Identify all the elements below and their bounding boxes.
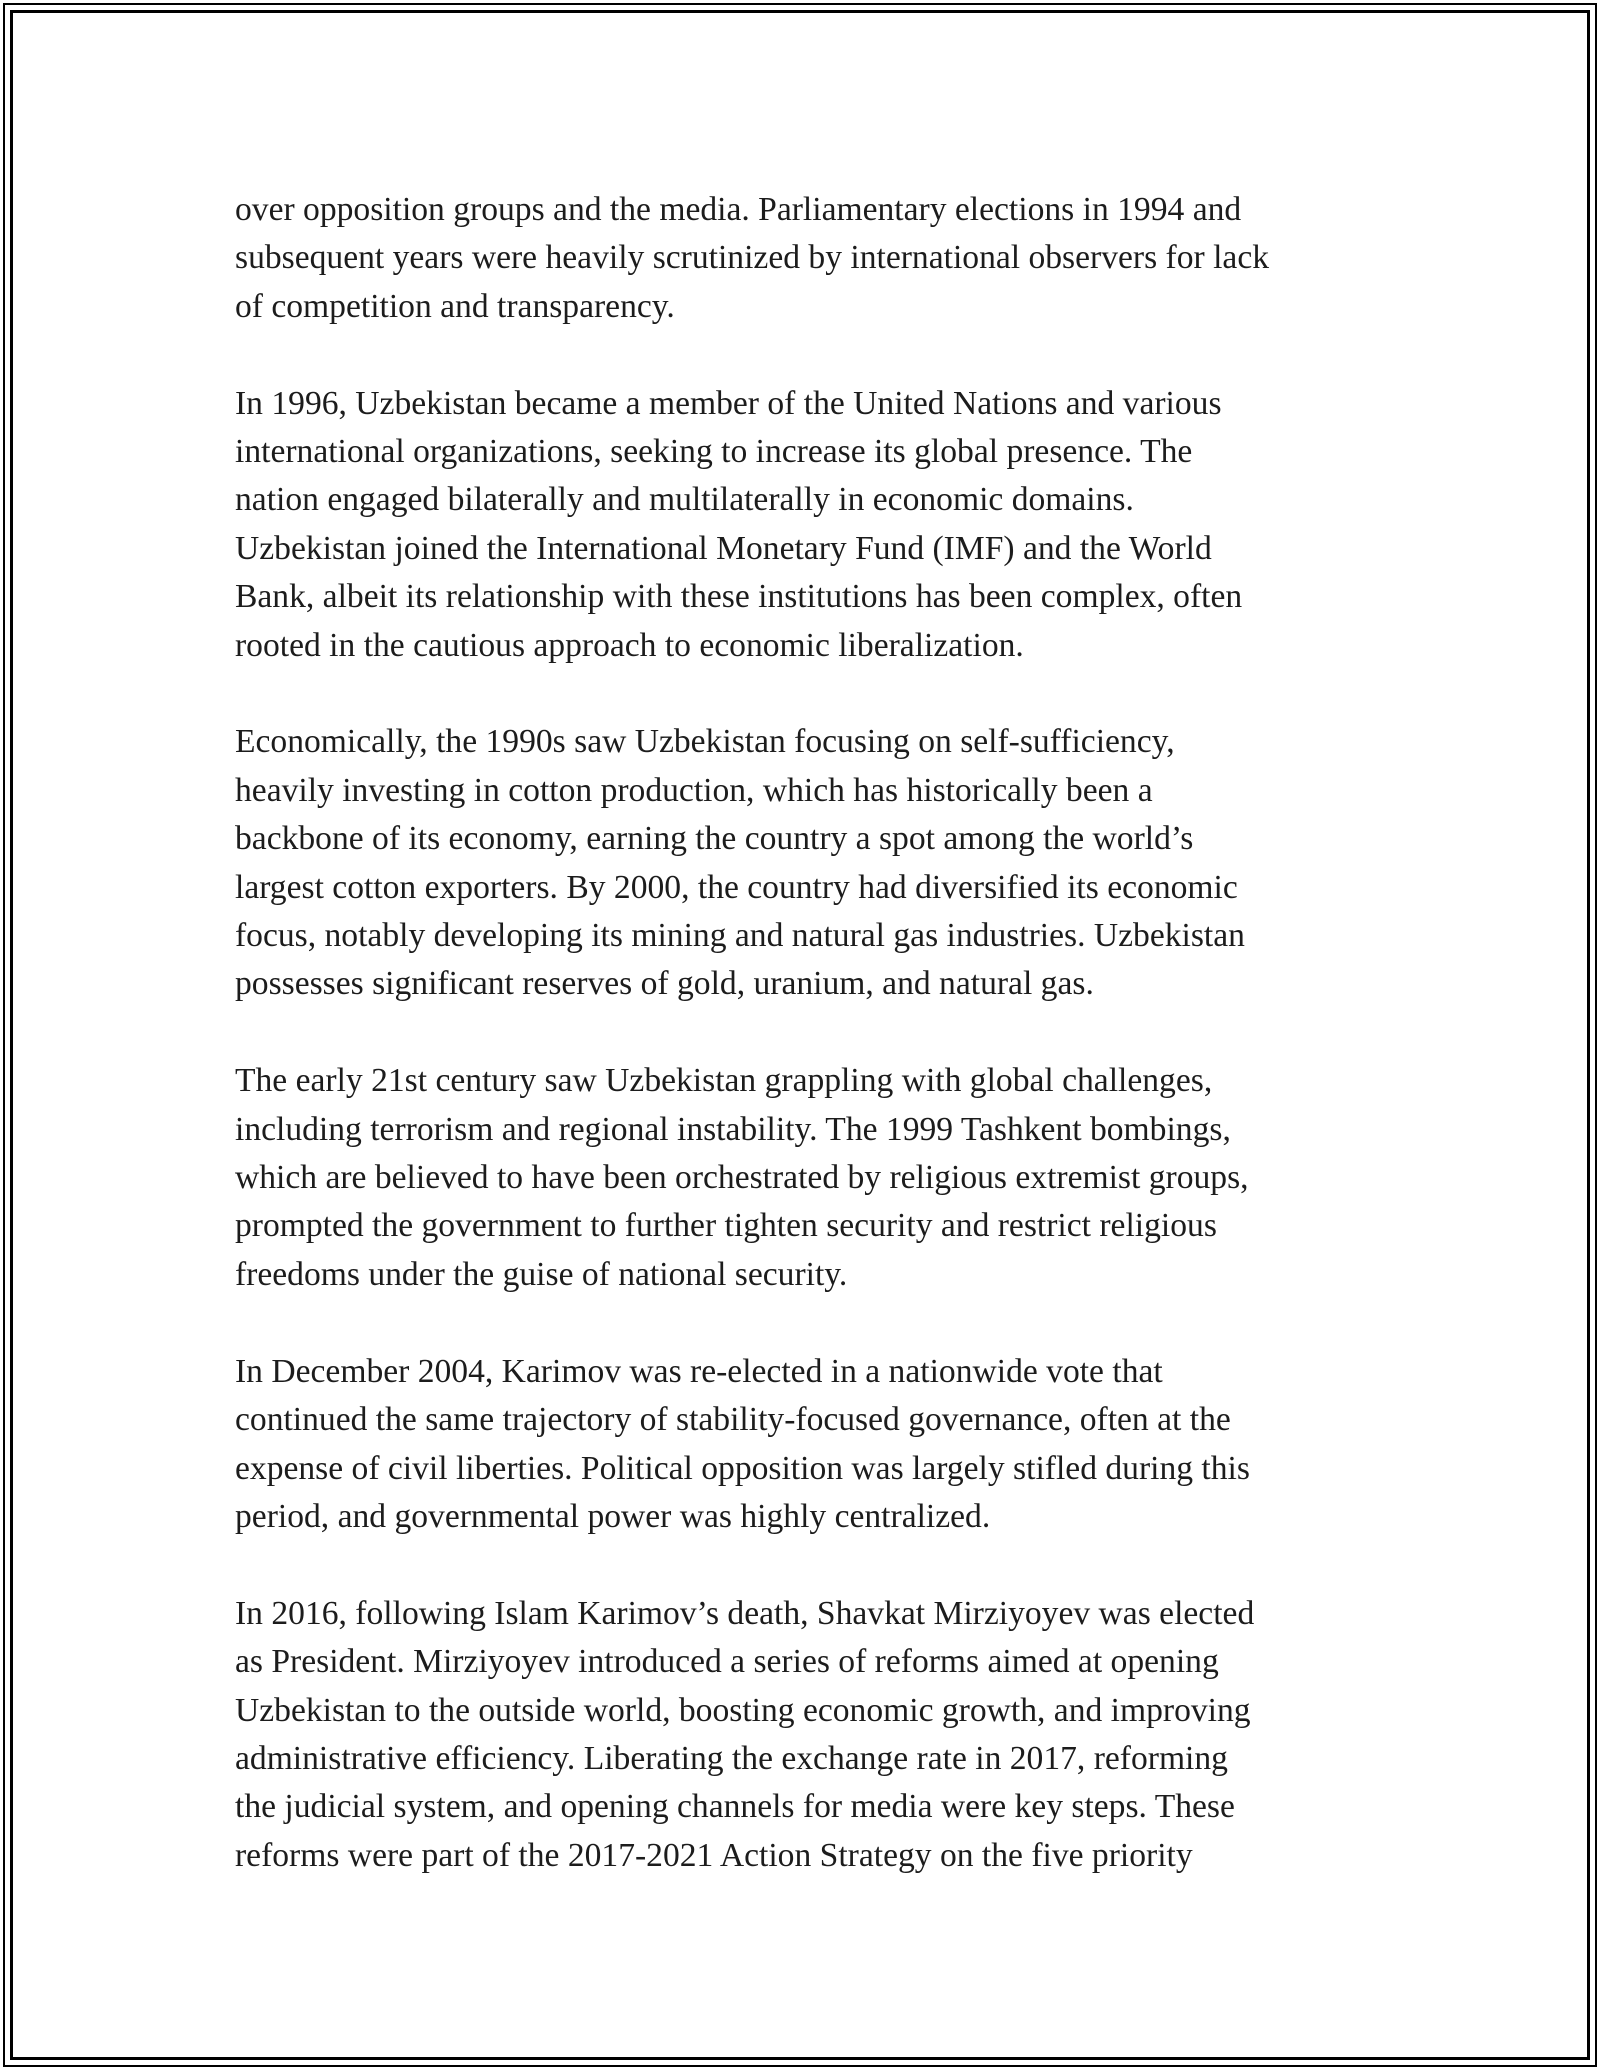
paragraph-4 xyxy=(235,1057,1415,1299)
text-line: international organizations, seeking to increase its global presence. The xyxy=(235,433,1193,471)
text-line: Uzbekistan joined the International Monetary Fund (IMF) and the World xyxy=(235,529,1212,567)
text-line: possesses significant reserves of gold, uranium, and natural gas. xyxy=(235,965,1094,1003)
text-line: backbone of its economy, earning the country a spot among the world’s xyxy=(235,820,1194,858)
document-body xyxy=(235,186,1415,1929)
text-line: the judicial system, and opening channels for media were key steps. These xyxy=(235,1788,1235,1826)
text-line: including terrorism and regional instability. The 1999 Tashkent bombings, xyxy=(235,1110,1231,1148)
text-line: of competition and transparency. xyxy=(235,287,675,325)
text-line: Bank, albeit its relationship with these institutions has been complex, often xyxy=(235,578,1243,616)
text-line: freedoms under the guise of national security. xyxy=(235,1255,848,1293)
text-line: prompted the government to further tighten security and restrict religious xyxy=(235,1207,1217,1245)
text-line: period, and governmental power was highly centralized. xyxy=(235,1497,991,1535)
paragraph-2 xyxy=(235,380,1415,670)
text-line: continued the same trajectory of stability-focused governance, often at the xyxy=(235,1401,1231,1439)
paragraph-6 xyxy=(235,1590,1415,1880)
text-line: The early 21st century saw Uzbekistan grappling with global challenges, xyxy=(235,1062,1213,1100)
text-line: nation engaged bilaterally and multilaterally in economic domains. xyxy=(235,481,1134,519)
text-line: Economically, the 1990s saw Uzbekistan focusing on self-sufficiency, xyxy=(235,723,1175,761)
text-line: In 2016, following Islam Karimov’s death, Shavkat Mirziyoyev was elected xyxy=(235,1594,1255,1632)
text-line: heavily investing in cotton production, which has historically been a xyxy=(235,771,1153,809)
text-line: administrative efficiency. Liberating the exchange rate in 2017, reforming xyxy=(235,1739,1228,1777)
paragraph-1 xyxy=(235,186,1415,331)
paragraph-5 xyxy=(235,1348,1415,1542)
text-line: focus, notably developing its mining and natural gas industries. Uzbekistan xyxy=(235,917,1245,955)
text-line: reforms were part of the 2017-2021 Action Strategy on the five priority xyxy=(235,1836,1193,1874)
text-line: largest cotton exporters. By 2000, the country had diversified its economic xyxy=(235,868,1238,906)
text-line: subsequent years were heavily scrutinized by international observers for lack xyxy=(235,239,1270,277)
paragraph-3 xyxy=(235,718,1415,1008)
text-line: rooted in the cautious approach to economic liberalization. xyxy=(235,626,1024,664)
text-line: In 1996, Uzbekistan became a member of the United Nations and various xyxy=(235,384,1222,422)
text-line: as President. Mirziyoyev introduced a series of reforms aimed at opening xyxy=(235,1643,1219,1681)
text-line: In December 2004, Karimov was re-elected in a nationwide vote that xyxy=(235,1352,1163,1390)
text-line: over opposition groups and the media. Parliamentary elections in 1994 and xyxy=(235,191,1242,228)
text-line: which are believed to have been orchestrated by religious extremist groups, xyxy=(235,1159,1249,1197)
text-line: Uzbekistan to the outside world, boosting economic growth, and improving xyxy=(235,1691,1251,1729)
text-line: expense of civil liberties. Political opposition was largely stifled during this xyxy=(235,1449,1250,1487)
